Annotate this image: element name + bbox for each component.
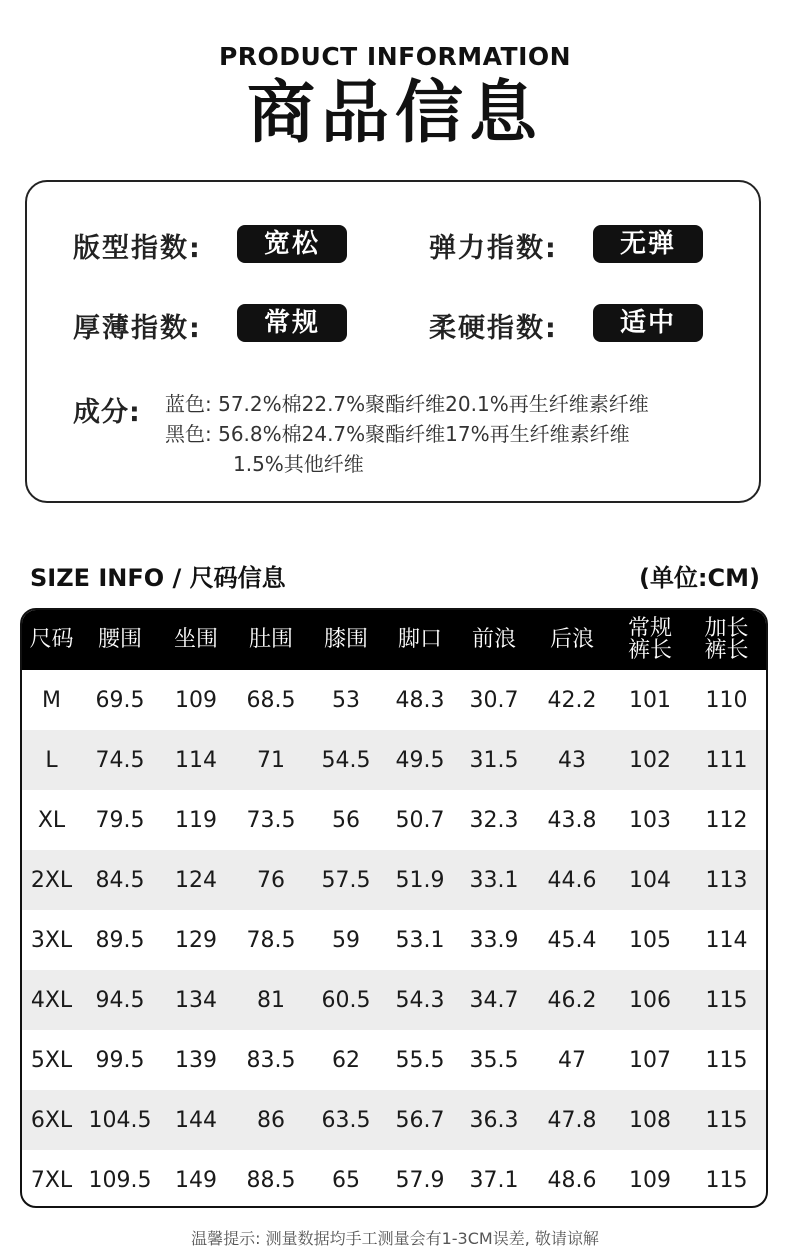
measurement-cell: 124: [175, 867, 217, 893]
measurement-cell: 139: [175, 1047, 217, 1073]
composition-line-blue: 蓝色: 57.2%棉22.7%聚酯纤维20.1%再生纤维素纤维: [165, 392, 649, 416]
measurement-cell: 109: [629, 1167, 671, 1193]
measurement-cell: 81: [257, 987, 285, 1013]
measurement-cell: 48.6: [547, 1167, 597, 1193]
table-row: [22, 1090, 766, 1150]
measurement-cell: 105: [629, 927, 671, 953]
measurement-cell: 115: [705, 1167, 748, 1193]
column-header: 肚围: [248, 627, 293, 652]
size-cell: 3XL: [30, 927, 73, 953]
measurement-cell: 89.5: [95, 927, 145, 953]
measurement-cell: 107: [629, 1047, 671, 1073]
measurement-cell: 65: [332, 1167, 360, 1193]
softness-index-label: 柔硬指数:: [429, 313, 558, 344]
measurement-cell: 115: [705, 987, 748, 1013]
measurement-cell: 103: [629, 807, 671, 833]
measurement-cell: 55.5: [395, 1047, 445, 1073]
size-cell: 7XL: [30, 1167, 73, 1193]
measurement-cell: 48.3: [395, 687, 445, 713]
measurement-cell: 106: [629, 987, 671, 1013]
size-cell: 4XL: [30, 987, 73, 1013]
measurement-cell: 60.5: [321, 987, 371, 1013]
measurement-cell: 53: [332, 687, 360, 713]
measurement-cell: 42.2: [547, 687, 597, 713]
measurement-cell: 79.5: [95, 807, 145, 833]
fit-index-badge: 宽松: [237, 225, 347, 263]
measurement-cell: 99.5: [95, 1047, 145, 1073]
measurement-cell: 34.7: [469, 987, 519, 1013]
measurement-cell: 56: [332, 807, 360, 833]
column-header: 常规 裤长: [627, 616, 672, 663]
measurement-cell: 115: [705, 1047, 748, 1073]
measurement-cell: 144: [175, 1107, 217, 1133]
measurement-cell: 50.7: [395, 807, 445, 833]
table-row: [22, 910, 766, 970]
measurement-cell: 53.1: [395, 927, 445, 953]
measurement-cell: 109: [175, 687, 217, 713]
stretch-index-badge: 无弹: [593, 225, 703, 263]
table-header-row: [22, 610, 766, 670]
column-header: 脚口: [397, 627, 442, 652]
measurement-cell: 32.3: [469, 807, 519, 833]
table-row: [22, 670, 766, 730]
measurement-cell: 36.3: [469, 1107, 519, 1133]
measurement-cell: 57.5: [321, 867, 371, 893]
measurement-cell: 108: [629, 1107, 671, 1133]
table-row: [22, 790, 766, 850]
column-header: 前浪: [471, 627, 516, 652]
measurement-cell: 51.9: [395, 867, 445, 893]
measurement-cell: 104: [629, 867, 671, 893]
measurement-cell: 71: [257, 747, 285, 773]
measurement-cell: 113: [705, 867, 748, 893]
measurement-cell: 110: [705, 687, 748, 713]
table-row: [22, 1030, 766, 1090]
measurement-cell: 114: [175, 747, 217, 773]
measurement-cell: 94.5: [95, 987, 145, 1013]
size-info-title: SIZE INFO / 尺码信息: [30, 564, 286, 592]
measurement-cell: 35.5: [469, 1047, 519, 1073]
measurement-cell: 112: [705, 807, 748, 833]
column-header: 尺码: [29, 627, 74, 652]
measurement-cell: 129: [175, 927, 217, 953]
measurement-cell: 59: [332, 927, 360, 953]
table-row: [22, 1150, 766, 1208]
measurement-cell: 74.5: [95, 747, 145, 773]
stretch-index-label: 弹力指数:: [429, 233, 558, 264]
measurement-cell: 111: [705, 747, 748, 773]
column-header: 加长 裤长: [704, 616, 749, 663]
measurement-cell: 115: [705, 1107, 748, 1133]
measurement-cell: 33.1: [469, 867, 519, 893]
measurement-cell: 37.1: [469, 1167, 519, 1193]
measurement-cell: 83.5: [246, 1047, 296, 1073]
measurement-cell: 33.9: [469, 927, 519, 953]
measurement-cell: 43.8: [547, 807, 597, 833]
size-table: [20, 608, 768, 1208]
measurement-cell: 73.5: [246, 807, 296, 833]
title-english: PRODUCT INFORMATION: [218, 42, 572, 71]
measurement-cell: 104.5: [88, 1107, 152, 1133]
measurement-cell: 101: [629, 687, 671, 713]
measurement-cell: 149: [175, 1167, 217, 1193]
size-cell: L: [45, 747, 58, 773]
product-info-box: [25, 180, 761, 503]
unit-label: (单位:CM): [638, 564, 760, 592]
size-cell: 2XL: [30, 867, 73, 893]
measurement-cell: 62: [332, 1047, 360, 1073]
column-header: 坐围: [173, 627, 218, 652]
measurement-cell: 84.5: [95, 867, 145, 893]
table-row: [22, 850, 766, 910]
measurement-cell: 54.5: [321, 747, 371, 773]
measurement-cell: 109.5: [88, 1167, 152, 1193]
size-cell: 6XL: [30, 1107, 73, 1133]
composition-line-black: 黑色: 56.8%棉24.7%聚酯纤维17%再生纤维素纤维: [165, 422, 630, 446]
measurement-cell: 56.7: [395, 1107, 445, 1133]
measurement-cell: 43: [558, 747, 586, 773]
measurement-cell: 57.9: [395, 1167, 445, 1193]
measurement-cell: 69.5: [95, 687, 145, 713]
softness-index-badge: 适中: [593, 304, 703, 342]
measurement-cell: 102: [629, 747, 671, 773]
column-header: 后浪: [549, 627, 594, 652]
thickness-index-badge: 常规: [237, 304, 347, 342]
measurement-cell: 44.6: [547, 867, 597, 893]
measurement-cell: 47: [558, 1047, 586, 1073]
size-cell: XL: [37, 807, 66, 833]
measurement-cell: 54.3: [395, 987, 445, 1013]
size-cell: 5XL: [30, 1047, 73, 1073]
table-row: [22, 730, 766, 790]
composition-line-other: 1.5%其他纤维: [233, 452, 364, 476]
fit-index-label: 版型指数:: [73, 233, 202, 264]
measurement-note: 温馨提示: 测量数据均手工测量会有1-3CM误差, 敬请谅解: [191, 1229, 599, 1248]
measurement-cell: 78.5: [246, 927, 296, 953]
column-header: 腰围: [97, 627, 142, 652]
measurement-cell: 49.5: [395, 747, 445, 773]
measurement-cell: 119: [175, 807, 217, 833]
measurement-cell: 30.7: [469, 687, 519, 713]
table-row: [22, 970, 766, 1030]
measurement-cell: 114: [705, 927, 748, 953]
composition-label: 成分:: [73, 397, 141, 428]
measurement-cell: 88.5: [246, 1167, 296, 1193]
size-cell: M: [42, 687, 61, 713]
measurement-cell: 63.5: [321, 1107, 371, 1133]
measurement-cell: 68.5: [246, 687, 296, 713]
measurement-cell: 46.2: [547, 987, 597, 1013]
measurement-cell: 86: [257, 1107, 285, 1133]
measurement-cell: 45.4: [547, 927, 597, 953]
measurement-cell: 134: [175, 987, 217, 1013]
column-header: 膝围: [323, 627, 368, 652]
measurement-cell: 31.5: [469, 747, 519, 773]
title-chinese: 商品信息: [246, 74, 543, 153]
measurement-cell: 47.8: [547, 1107, 597, 1133]
thickness-index-label: 厚薄指数:: [73, 313, 202, 344]
measurement-cell: 76: [257, 867, 285, 893]
